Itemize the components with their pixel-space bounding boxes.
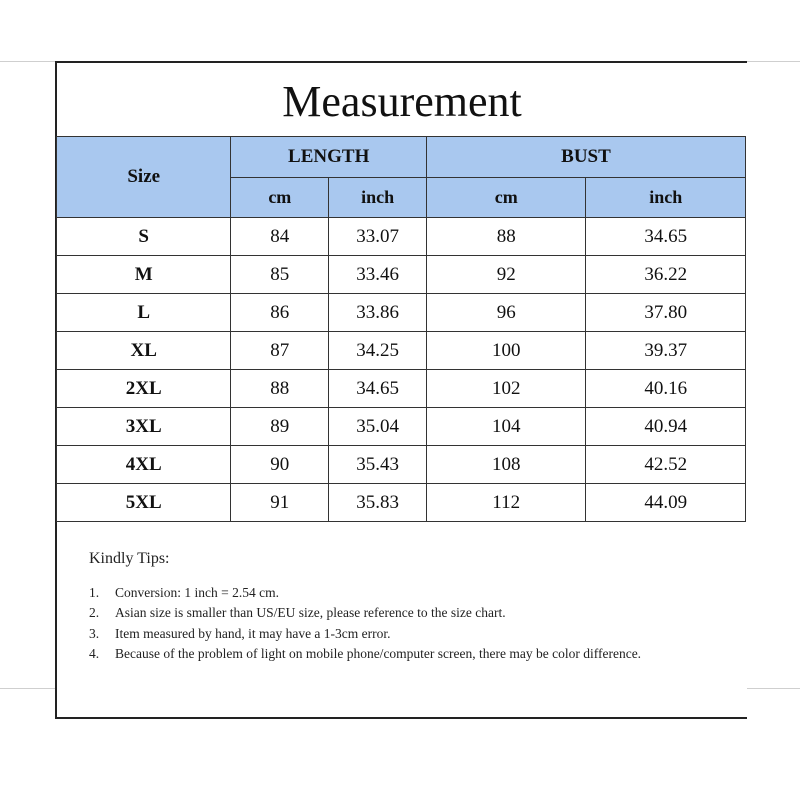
- tip-item: [89, 583, 689, 604]
- length-inch-header: inch: [329, 178, 427, 218]
- length-inch-cell: 33.86: [329, 294, 427, 332]
- table-row: [57, 332, 746, 370]
- length-group-header: LENGTH: [231, 137, 427, 178]
- tip-item: [89, 624, 689, 645]
- page-title: Measurement: [282, 77, 522, 126]
- bust-inch-cell: 39.37: [586, 332, 746, 370]
- length-cm-cell: 91: [231, 484, 329, 522]
- bust-cm-cell: 104: [426, 408, 585, 446]
- tip-text: Because of the problem of light on mobile phone/computer screen, there may be color difference.: [115, 646, 642, 661]
- length-cm-cell: 84: [231, 218, 329, 256]
- length-inch-cell: 33.07: [329, 218, 427, 256]
- size-cell: S: [57, 218, 231, 256]
- table-row: [57, 446, 746, 484]
- bust-inch-cell: 34.65: [586, 218, 746, 256]
- length-inch-cell: 34.25: [329, 332, 427, 370]
- length-inch-cell: 34.65: [329, 370, 427, 408]
- tip-number: 2.: [89, 605, 100, 620]
- length-inch-cell: 35.43: [329, 446, 427, 484]
- length-cm-cell: 89: [231, 408, 329, 446]
- size-column-header: Size: [57, 137, 231, 218]
- bust-inch-header: inch: [586, 178, 746, 218]
- size-cell: 2XL: [57, 370, 231, 408]
- tip-item: [89, 644, 689, 665]
- tip-number: 4.: [89, 646, 100, 661]
- length-cm-cell: 87: [231, 332, 329, 370]
- size-cell: 4XL: [57, 446, 231, 484]
- size-table: [56, 136, 746, 522]
- size-cell: M: [57, 256, 231, 294]
- tip-number: 1.: [89, 584, 100, 600]
- length-cm-header: cm: [231, 178, 329, 218]
- measurement-sheet: [55, 61, 747, 719]
- bust-inch-cell: 44.09: [586, 484, 746, 522]
- bust-inch-cell: 40.94: [586, 408, 746, 446]
- tips-heading: Kindly Tips:: [89, 550, 170, 567]
- length-cm-cell: 88: [231, 370, 329, 408]
- bust-cm-header: cm: [426, 178, 585, 218]
- length-inch-cell: 35.04: [329, 408, 427, 446]
- size-cell: XL: [57, 332, 231, 370]
- length-cm-cell: 86: [231, 294, 329, 332]
- tip-text: Conversion: 1 inch = 2.54 cm.: [115, 584, 279, 600]
- bust-cm-cell: 100: [426, 332, 585, 370]
- length-inch-cell: 35.83: [329, 484, 427, 522]
- bust-inch-cell: 42.52: [586, 446, 746, 484]
- tip-number: 3.: [89, 625, 100, 641]
- tip-text: Item measured by hand, it may have a 1-3cm error.: [115, 625, 391, 641]
- table-row: [57, 218, 746, 256]
- tip-text: Asian size is smaller than US/EU size, please reference to the size chart.: [115, 605, 506, 620]
- table-row: [57, 294, 746, 332]
- bust-cm-cell: 92: [426, 256, 585, 294]
- length-inch-cell: 33.46: [329, 256, 427, 294]
- bust-inch-cell: 36.22: [586, 256, 746, 294]
- bust-inch-cell: 37.80: [586, 294, 746, 332]
- length-cm-cell: 90: [231, 446, 329, 484]
- bust-cm-cell: 112: [426, 484, 585, 522]
- bust-cm-cell: 88: [426, 218, 585, 256]
- bust-group-header: BUST: [426, 137, 745, 178]
- tips-section: [89, 549, 689, 665]
- length-cm-cell: 85: [231, 256, 329, 294]
- bust-cm-cell: 96: [426, 294, 585, 332]
- size-cell: 3XL: [57, 408, 231, 446]
- table-row: [57, 370, 746, 408]
- table-row: [57, 256, 746, 294]
- table-row: [57, 484, 746, 522]
- table-row: [57, 408, 746, 446]
- bust-cm-cell: 108: [426, 446, 585, 484]
- size-cell: 5XL: [57, 484, 231, 522]
- bust-cm-cell: 102: [426, 370, 585, 408]
- tip-item: [89, 603, 689, 624]
- bust-inch-cell: 40.16: [586, 370, 746, 408]
- size-cell: L: [57, 294, 231, 332]
